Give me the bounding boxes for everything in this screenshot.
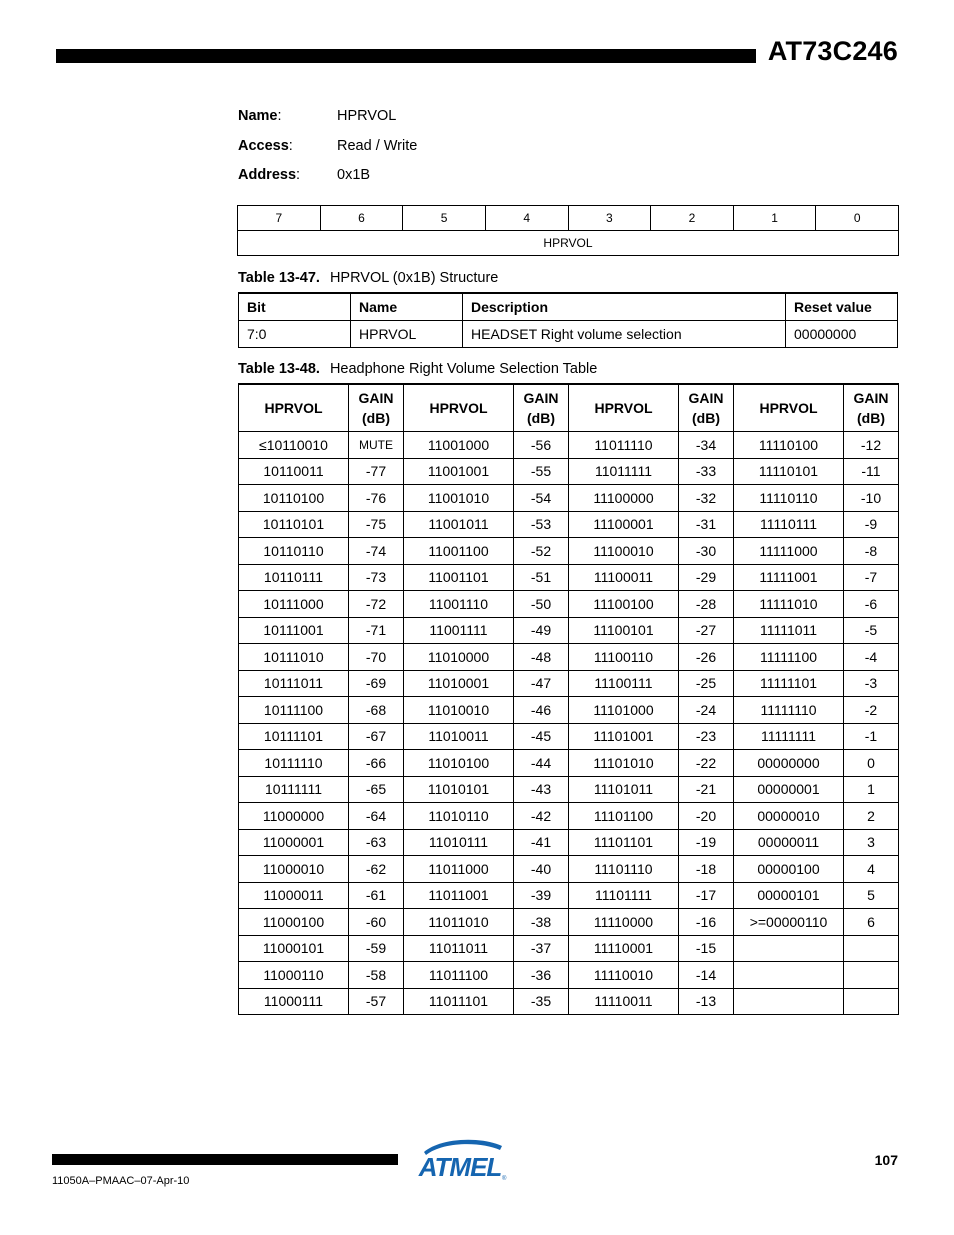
table-row xyxy=(239,591,899,618)
gain-cell: -30 xyxy=(679,538,734,565)
table-row xyxy=(239,617,899,644)
table-row xyxy=(239,988,899,1015)
gain-cell: -52 xyxy=(514,538,569,565)
hprvol-code-cell xyxy=(734,935,844,962)
hprvol-code-cell: 00000100 xyxy=(734,856,844,883)
volume-header-cell: HPRVOL xyxy=(404,384,514,432)
gain-cell: -16 xyxy=(679,909,734,936)
document-number: 11050A–PMAAC–07-Apr-10 xyxy=(52,1175,190,1187)
hprvol-code-cell: 11011110 xyxy=(569,432,679,459)
hprvol-code-cell: 10111010 xyxy=(239,644,349,671)
gain-cell: -26 xyxy=(679,644,734,671)
hprvol-code-cell: 11010010 xyxy=(404,697,514,724)
gain-cell: -50 xyxy=(514,591,569,618)
table-row xyxy=(239,882,899,909)
name-value: HPRVOL xyxy=(337,108,397,124)
gain-cell: -21 xyxy=(679,776,734,803)
hprvol-code-cell: 11001101 xyxy=(404,564,514,591)
bit-number-cell: 0 xyxy=(816,206,899,231)
gain-cell: -65 xyxy=(349,776,404,803)
structure-table-row xyxy=(239,321,898,348)
table-row xyxy=(239,962,899,989)
hprvol-code-cell: 11110100 xyxy=(734,432,844,459)
bit-number-cell: 1 xyxy=(733,206,816,231)
page-number: 107 xyxy=(874,1152,898,1168)
hprvol-code-cell: 11011101 xyxy=(404,988,514,1015)
hprvol-code-cell: 10110100 xyxy=(239,485,349,512)
hprvol-code-cell: 11101011 xyxy=(569,776,679,803)
structure-header-cell: Name xyxy=(351,293,463,321)
table-row xyxy=(239,432,899,459)
hprvol-code-cell: 11100000 xyxy=(569,485,679,512)
bit-map-table xyxy=(237,205,899,256)
gain-cell: -48 xyxy=(514,644,569,671)
hprvol-code-cell: 11011100 xyxy=(404,962,514,989)
hprvol-code-cell: 11011011 xyxy=(404,935,514,962)
volume-header-cell: HPRVOL xyxy=(734,384,844,432)
volume-header-cell: GAIN (dB) xyxy=(514,384,569,432)
hprvol-code-cell xyxy=(734,962,844,989)
hprvol-code-cell: 11100101 xyxy=(569,617,679,644)
hprvol-code-cell: >=00000110 xyxy=(734,909,844,936)
gain-cell: -5 xyxy=(844,617,899,644)
table-row xyxy=(239,538,899,565)
gain-cell xyxy=(844,988,899,1015)
hprvol-code-cell: 11100111 xyxy=(569,670,679,697)
gain-cell: -68 xyxy=(349,697,404,724)
access-value: Read / Write xyxy=(337,138,418,154)
bit-field-row xyxy=(238,231,899,256)
gain-cell: -8 xyxy=(844,538,899,565)
hprvol-code-cell: 11111001 xyxy=(734,564,844,591)
hprvol-code-cell: 11111000 xyxy=(734,538,844,565)
gain-cell: -40 xyxy=(514,856,569,883)
hprvol-code-cell: 11000011 xyxy=(239,882,349,909)
hprvol-code-cell: 11101000 xyxy=(569,697,679,724)
hprvol-code-cell: 11100100 xyxy=(569,591,679,618)
gain-cell: -60 xyxy=(349,909,404,936)
gain-cell: -24 xyxy=(679,697,734,724)
gain-cell: -73 xyxy=(349,564,404,591)
access-label: Access: xyxy=(238,138,293,154)
hprvol-code-cell: 11001000 xyxy=(404,432,514,459)
table-row xyxy=(239,909,899,936)
hprvol-code-cell: 11011000 xyxy=(404,856,514,883)
bit-number-cell: 5 xyxy=(403,206,486,231)
bit-number-row xyxy=(238,206,899,231)
hprvol-code-cell: 11000111 xyxy=(239,988,349,1015)
hprvol-code-cell: 10111100 xyxy=(239,697,349,724)
gain-cell: -37 xyxy=(514,935,569,962)
gain-cell: -45 xyxy=(514,723,569,750)
volume-header-cell: GAIN (dB) xyxy=(844,384,899,432)
hprvol-code-cell: 11110011 xyxy=(569,988,679,1015)
hprvol-code-cell: 11100110 xyxy=(569,644,679,671)
gain-cell: -74 xyxy=(349,538,404,565)
hprvol-code-cell: 11001011 xyxy=(404,511,514,538)
volume-selection-table xyxy=(238,383,899,1015)
table-row xyxy=(239,856,899,883)
hprvol-code-cell: 11010111 xyxy=(404,829,514,856)
gain-cell: -49 xyxy=(514,617,569,644)
structure-header-cell: Description xyxy=(463,293,786,321)
gain-cell: -1 xyxy=(844,723,899,750)
hprvol-code-cell: 10111101 xyxy=(239,723,349,750)
hprvol-code-cell: 11111010 xyxy=(734,591,844,618)
hprvol-code-cell: 11010011 xyxy=(404,723,514,750)
hprvol-code-cell: 11110111 xyxy=(734,511,844,538)
gain-cell: 0 xyxy=(844,750,899,777)
structure-cell: 7:0 xyxy=(239,321,351,348)
gain-cell: -77 xyxy=(349,458,404,485)
hprvol-code-cell: 11000010 xyxy=(239,856,349,883)
gain-cell: -76 xyxy=(349,485,404,512)
hprvol-code-cell: 11100011 xyxy=(569,564,679,591)
gain-cell: 5 xyxy=(844,882,899,909)
gain-cell: -15 xyxy=(679,935,734,962)
volume-table-body xyxy=(239,432,899,1015)
gain-cell: -22 xyxy=(679,750,734,777)
hprvol-code-cell: 11100001 xyxy=(569,511,679,538)
address-label: Address: xyxy=(238,167,301,183)
gain-cell: -31 xyxy=(679,511,734,538)
gain-cell: -39 xyxy=(514,882,569,909)
gain-cell: -64 xyxy=(349,803,404,830)
hprvol-code-cell: 11100010 xyxy=(569,538,679,565)
bit-number-cell: 6 xyxy=(320,206,403,231)
hprvol-code-cell: 11101101 xyxy=(569,829,679,856)
bit-number-cell: 3 xyxy=(568,206,651,231)
hprvol-code-cell: 11110010 xyxy=(569,962,679,989)
structure-cell: HPRVOL xyxy=(351,321,463,348)
hprvol-code-cell: 11010110 xyxy=(404,803,514,830)
gain-cell: -35 xyxy=(514,988,569,1015)
hprvol-code-cell: 11010101 xyxy=(404,776,514,803)
gain-cell: 3 xyxy=(844,829,899,856)
hprvol-code-cell: 00000001 xyxy=(734,776,844,803)
structure-cell: 00000000 xyxy=(786,321,898,348)
hprvol-code-cell: 11010001 xyxy=(404,670,514,697)
gain-cell: -10 xyxy=(844,485,899,512)
hprvol-code-cell: 10110011 xyxy=(239,458,349,485)
gain-cell: -46 xyxy=(514,697,569,724)
hprvol-code-cell: 11111101 xyxy=(734,670,844,697)
gain-cell: -23 xyxy=(679,723,734,750)
hprvol-code-cell: 11000100 xyxy=(239,909,349,936)
table-row xyxy=(239,829,899,856)
gain-cell: -11 xyxy=(844,458,899,485)
gain-cell: 4 xyxy=(844,856,899,883)
gain-cell: -53 xyxy=(514,511,569,538)
hprvol-code-cell: 00000010 xyxy=(734,803,844,830)
table-row xyxy=(239,750,899,777)
gain-cell: -61 xyxy=(349,882,404,909)
hprvol-code-cell: 10111000 xyxy=(239,591,349,618)
hprvol-code-cell: 11011001 xyxy=(404,882,514,909)
address-value: 0x1B xyxy=(337,167,371,183)
gain-cell: -33 xyxy=(679,458,734,485)
gain-cell: -29 xyxy=(679,564,734,591)
hprvol-code-cell: 11000101 xyxy=(239,935,349,962)
gain-cell xyxy=(844,935,899,962)
hprvol-code-cell: 00000101 xyxy=(734,882,844,909)
gain-cell: MUTE xyxy=(349,432,404,459)
table-row xyxy=(239,935,899,962)
hprvol-code-cell: 11001001 xyxy=(404,458,514,485)
hprvol-code-cell: 11110001 xyxy=(569,935,679,962)
hprvol-code-cell: 11110101 xyxy=(734,458,844,485)
hprvol-code-cell: 00000011 xyxy=(734,829,844,856)
bit-field-name: HPRVOL xyxy=(238,231,899,256)
volume-table-header xyxy=(239,384,899,432)
hprvol-code-cell: 11111111 xyxy=(734,723,844,750)
gain-cell: -51 xyxy=(514,564,569,591)
hprvol-code-cell: ≤10110010 xyxy=(239,432,349,459)
gain-cell: -75 xyxy=(349,511,404,538)
hprvol-code-cell: 00000000 xyxy=(734,750,844,777)
gain-cell: -58 xyxy=(349,962,404,989)
gain-cell: -25 xyxy=(679,670,734,697)
table-row xyxy=(239,485,899,512)
gain-cell: -12 xyxy=(844,432,899,459)
hprvol-code-cell: 10110111 xyxy=(239,564,349,591)
gain-cell: -18 xyxy=(679,856,734,883)
bit-number-cell: 2 xyxy=(651,206,734,231)
hprvol-code-cell: 11011010 xyxy=(404,909,514,936)
table-row xyxy=(239,564,899,591)
hprvol-code-cell: 11001100 xyxy=(404,538,514,565)
bit-number-cell: 4 xyxy=(485,206,568,231)
volume-header-cell: HPRVOL xyxy=(239,384,349,432)
name-label: Name: xyxy=(238,108,282,124)
gain-cell: -62 xyxy=(349,856,404,883)
hprvol-code-cell: 11001111 xyxy=(404,617,514,644)
hprvol-code-cell: 11000000 xyxy=(239,803,349,830)
table48-caption: Table 13-48. Headphone Right Volume Selection Table xyxy=(238,361,598,377)
table-row xyxy=(239,644,899,671)
gain-cell: -14 xyxy=(679,962,734,989)
table-row xyxy=(239,723,899,750)
hprvol-code-cell: 11000001 xyxy=(239,829,349,856)
hprvol-code-cell: 11101111 xyxy=(569,882,679,909)
gain-cell: -72 xyxy=(349,591,404,618)
structure-cell: HEADSET Right volume selection xyxy=(463,321,786,348)
gain-cell: -44 xyxy=(514,750,569,777)
gain-cell: -28 xyxy=(679,591,734,618)
structure-table-header xyxy=(239,293,898,321)
table-row xyxy=(239,697,899,724)
hprvol-code-cell: 11001110 xyxy=(404,591,514,618)
gain-cell: -13 xyxy=(679,988,734,1015)
gain-cell: -19 xyxy=(679,829,734,856)
bit-number-cell: 7 xyxy=(238,206,321,231)
gain-cell: -57 xyxy=(349,988,404,1015)
svg-text:®: ® xyxy=(502,1176,507,1182)
gain-cell xyxy=(844,962,899,989)
structure-header-cell: Reset value xyxy=(786,293,898,321)
volume-header-cell: GAIN (dB) xyxy=(349,384,404,432)
header-rule xyxy=(56,49,756,63)
gain-cell: -17 xyxy=(679,882,734,909)
gain-cell: -54 xyxy=(514,485,569,512)
gain-cell: -67 xyxy=(349,723,404,750)
structure-header-cell: Bit xyxy=(239,293,351,321)
gain-cell: -27 xyxy=(679,617,734,644)
svg-text:ATMEL: ATMEL xyxy=(418,1152,502,1182)
gain-cell: -41 xyxy=(514,829,569,856)
hprvol-code-cell: 11111011 xyxy=(734,617,844,644)
table-row xyxy=(239,776,899,803)
hprvol-code-cell: 11101110 xyxy=(569,856,679,883)
volume-header-cell: HPRVOL xyxy=(569,384,679,432)
gain-cell: -34 xyxy=(679,432,734,459)
structure-table xyxy=(238,292,898,348)
gain-cell: 6 xyxy=(844,909,899,936)
hprvol-code-cell: 10111011 xyxy=(239,670,349,697)
hprvol-code-cell: 10111110 xyxy=(239,750,349,777)
volume-header-cell: GAIN (dB) xyxy=(679,384,734,432)
table47-caption: Table 13-47. HPRVOL (0x1B) Structure xyxy=(238,270,499,286)
hprvol-code-cell: 10110110 xyxy=(239,538,349,565)
table-row xyxy=(239,458,899,485)
footer-rule xyxy=(52,1154,398,1165)
hprvol-code-cell: 11001010 xyxy=(404,485,514,512)
hprvol-code-cell: 11000110 xyxy=(239,962,349,989)
gain-cell: -9 xyxy=(844,511,899,538)
gain-cell: -70 xyxy=(349,644,404,671)
hprvol-code-cell: 11110000 xyxy=(569,909,679,936)
gain-cell: -69 xyxy=(349,670,404,697)
atmel-logo-icon xyxy=(410,1136,510,1186)
gain-cell: -42 xyxy=(514,803,569,830)
hprvol-code-cell: 11101010 xyxy=(569,750,679,777)
gain-cell: -66 xyxy=(349,750,404,777)
gain-cell: -7 xyxy=(844,564,899,591)
gain-cell: -59 xyxy=(349,935,404,962)
hprvol-code-cell: 11101001 xyxy=(569,723,679,750)
gain-cell: 1 xyxy=(844,776,899,803)
gain-cell: -4 xyxy=(844,644,899,671)
hprvol-code-cell: 11110110 xyxy=(734,485,844,512)
gain-cell: -55 xyxy=(514,458,569,485)
gain-cell: -47 xyxy=(514,670,569,697)
gain-cell: -20 xyxy=(679,803,734,830)
gain-cell: -63 xyxy=(349,829,404,856)
hprvol-code-cell: 11010000 xyxy=(404,644,514,671)
gain-cell: -43 xyxy=(514,776,569,803)
hprvol-code-cell: 10111111 xyxy=(239,776,349,803)
hprvol-code-cell: 11101100 xyxy=(569,803,679,830)
hprvol-code-cell: 11111110 xyxy=(734,697,844,724)
table-row xyxy=(239,803,899,830)
gain-cell: -56 xyxy=(514,432,569,459)
document-title: AT73C246 xyxy=(767,36,898,66)
hprvol-code-cell xyxy=(734,988,844,1015)
gain-cell: -71 xyxy=(349,617,404,644)
gain-cell: -38 xyxy=(514,909,569,936)
hprvol-code-cell: 10111001 xyxy=(239,617,349,644)
gain-cell: -36 xyxy=(514,962,569,989)
table-row xyxy=(239,511,899,538)
hprvol-code-cell: 11111100 xyxy=(734,644,844,671)
hprvol-code-cell: 11011111 xyxy=(569,458,679,485)
table-row xyxy=(239,670,899,697)
gain-cell: 2 xyxy=(844,803,899,830)
hprvol-code-cell: 11010100 xyxy=(404,750,514,777)
hprvol-code-cell: 10110101 xyxy=(239,511,349,538)
gain-cell: -6 xyxy=(844,591,899,618)
gain-cell: -32 xyxy=(679,485,734,512)
gain-cell: -3 xyxy=(844,670,899,697)
gain-cell: -2 xyxy=(844,697,899,724)
